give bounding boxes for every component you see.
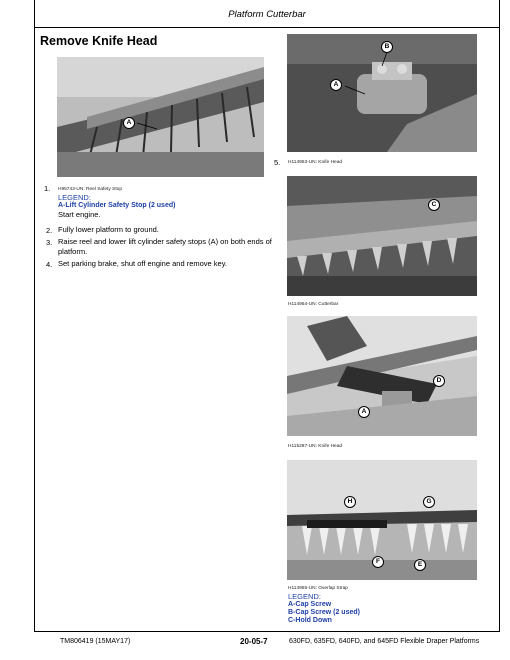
header-rule — [34, 27, 500, 28]
legend-item-c-right: C-Hold Down — [288, 617, 332, 624]
legend-title-left: LEGEND: — [58, 193, 91, 202]
reel-safety-stop-photo — [57, 57, 264, 177]
callout-b-photo1: B — [381, 41, 393, 53]
callout-a-left: A — [123, 117, 135, 129]
callout-a-photo3: A — [358, 406, 370, 418]
footer-models: 630FD, 635FD, 640FD, and 645FD Flexible Draper Platforms — [289, 638, 480, 645]
legend-item-a-left: A-Lift Cylinder Safety Stop (2 used) — [58, 202, 176, 209]
knife-head-photo-1 — [287, 34, 477, 152]
callout-f: F — [372, 556, 384, 568]
step-4-number: 4. — [46, 260, 53, 269]
step-5-number: 5. — [274, 158, 281, 167]
figure-caption-photo1: H114953-UN: Knife Head — [288, 160, 343, 165]
footer-doc-id: TM806419 (15MAY17) — [60, 638, 131, 645]
callout-d: D — [433, 375, 445, 387]
legend-title-right: LEGEND: — [288, 592, 321, 601]
start-engine-text: Start engine. — [58, 210, 101, 219]
step-4-text: Set parking brake, shut off engine and remove key. — [58, 259, 227, 268]
figure-caption-photo2: H114954-UN: Cutterbar — [288, 302, 339, 307]
callout-c: C — [428, 199, 440, 211]
knife-head-photo-2 — [287, 316, 477, 436]
callout-h: H — [344, 496, 356, 508]
step-3-number: 3. — [46, 238, 53, 247]
footer-page-number: 20-05-7 — [240, 637, 268, 646]
step-2-text: Fully lower platform to ground. — [58, 225, 159, 234]
figure-caption-left: H95743-UN: Reel Safety Stop — [58, 187, 122, 192]
figure-caption-photo3: H115287-UN: Knife Head — [288, 444, 343, 449]
step-2-number: 2. — [46, 226, 53, 235]
page-header-title: Platform Cutterbar — [228, 9, 306, 20]
section-title: Remove Knife Head — [40, 34, 158, 48]
legend-item-a-right: A-Cap Screw — [288, 601, 332, 608]
figure-caption-photo4: H114955-UN: Overlap Strap — [288, 586, 348, 591]
cutterbar-photo — [287, 176, 477, 296]
callout-a-photo1: A — [330, 79, 342, 91]
step-3-text: Raise reel and lower lift cylinder safety stops (A) on both ends of platform. — [58, 237, 272, 256]
callout-e: E — [414, 559, 426, 571]
step-1-number: 1. — [44, 184, 51, 193]
legend-item-b-right: B-Cap Screw (2 used) — [288, 609, 360, 616]
callout-g: G — [423, 496, 435, 508]
